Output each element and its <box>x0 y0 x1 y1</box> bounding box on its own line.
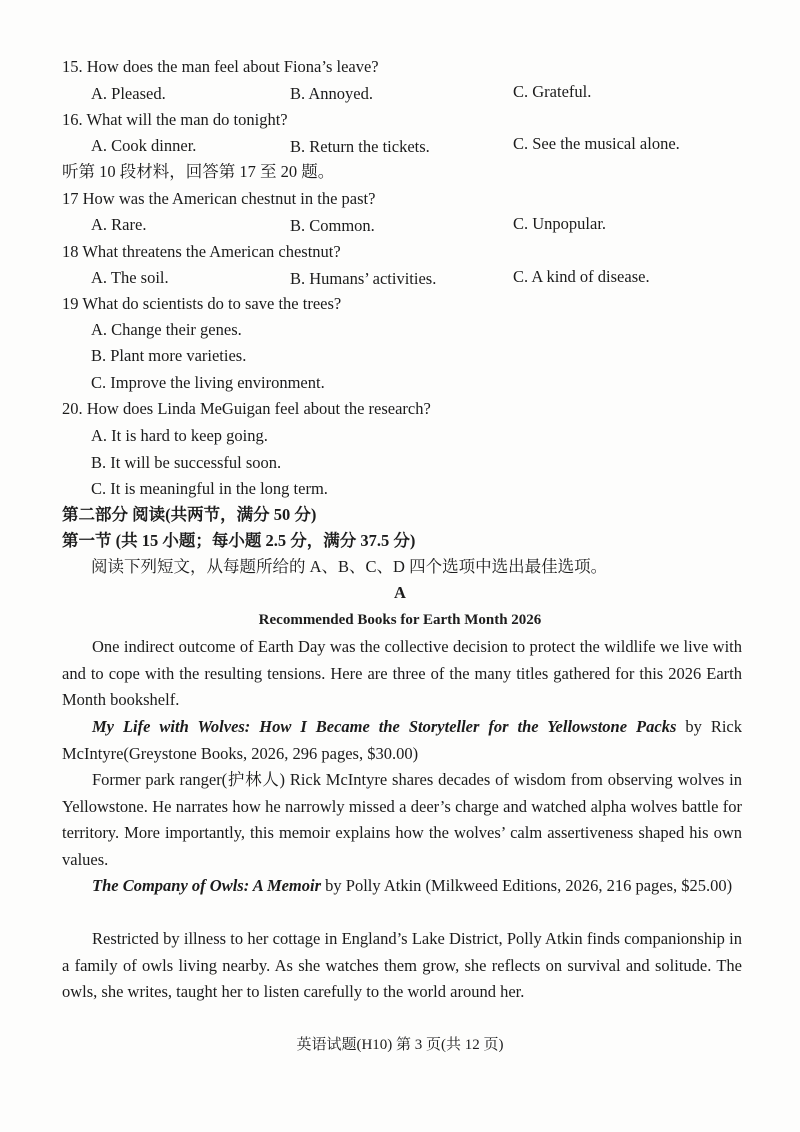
passage-intro <box>62 634 742 714</box>
book-2-description-block <box>62 926 742 1006</box>
question-20-stem: 20. How does Linda MeGuigan feel about the research? <box>62 399 431 418</box>
question-15-option-c: C. Grateful. <box>513 82 592 101</box>
question-15-stem: 15. How does the man feel about Fiona’s leave? <box>62 57 379 76</box>
question-20-option-b: B. It will be successful soon. <box>91 453 282 472</box>
question-20-option-c: C. It is meaningful in the long term. <box>91 479 328 498</box>
question-19-option-c: C. Improve the living environment. <box>91 373 325 392</box>
book-2-title: The Company of Owls: A Memoir <box>92 876 322 895</box>
question-15-option-b: B. Annoyed. <box>290 84 373 103</box>
book-1-description-block <box>62 767 742 873</box>
page-footer: 英语试题(H10) 第 3 页(共 12 页) <box>296 1037 504 1053</box>
question-19-option-a: A. Change their genes. <box>91 320 242 339</box>
book-2-info: by Polly Atkin (Milkweed Editions, 2026, 216 pages, $25.00) <box>321 876 733 895</box>
book-2-citation <box>62 873 742 900</box>
intro-paragraph: One indirect outcome of Earth Day was the collective decision to protect the wildlife we live with and to cope with the resulting tensions. Here are three of the many titles gathered for this 2026 Earth Month bookshelf. <box>62 637 742 709</box>
question-20-option-a: A. It is hard to keep going. <box>91 426 268 445</box>
book-1-info: by Rick McIntyre(Greystone Books, 2026, 296 pages, $30.00) <box>62 717 742 763</box>
question-16-option-a: A. Cook dinner. <box>91 136 197 155</box>
book-2-entry <box>62 873 742 900</box>
question-18-stem: 18 What threatens the American chestnut? <box>62 242 341 261</box>
question-16-stem: 16. What will the man do tonight? <box>62 110 288 129</box>
book-1-citation <box>62 714 742 767</box>
question-18-option-a: A. The soil. <box>91 268 169 287</box>
section-one-heading: 第一节 (共 15 小题；每小题 2.5 分，满分 37.5 分) <box>62 531 416 550</box>
question-18-option-c: C. A kind of disease. <box>513 267 650 286</box>
question-16-option-b: B. Return the tickets. <box>290 137 430 156</box>
question-17-option-c: C. Unpopular. <box>513 214 607 233</box>
book-1-description: Former park ranger(护林人) Rick McIntyre shares decades of wisdom from observing wolves in Yellowstone. He narrates how he narrowly missed a deer’s charge and watched alpha wolves battle for territory. More importantly, this memoir explains how the wolves’ calm assertiveness shaped his own values. <box>62 770 742 869</box>
book-1-title: My Life with Wolves: How I Became the Storyteller for the Yellowstone Packs <box>92 717 677 736</box>
book-1-entry <box>62 714 742 767</box>
question-17-stem: 17 How was the American chestnut in the past? <box>62 189 376 208</box>
question-19-option-b: B. Plant more varieties. <box>91 346 247 365</box>
passage-letter: A <box>394 583 406 602</box>
part-two-heading: 第二部分 阅读(共两节，满分 50 分) <box>62 505 317 524</box>
question-19-stem: 19 What do scientists do to save the trees? <box>62 294 342 313</box>
reading-instruction: 阅读下列短文，从每题所给的 A、B、C、D 四个选项中选出最佳选项。 <box>91 557 608 576</box>
book-2-description: Restricted by illness to her cottage in England’s Lake District, Polly Atkin finds companionship in a family of owls living nearby. As she watches them grow, she reflects on survival and solitude. The owls, she writes, taught her to listen carefully to the world around her. <box>62 929 742 1001</box>
question-18-option-b: B. Humans’ activities. <box>290 269 437 288</box>
passage-title: Recommended Books for Earth Month 2026 <box>258 612 542 628</box>
question-17-option-b: B. Common. <box>290 216 375 235</box>
question-17-option-a: A. Rare. <box>91 215 147 234</box>
question-15-option-a: A. Pleased. <box>91 84 166 103</box>
question-16-option-c: C. See the musical alone. <box>513 134 680 153</box>
listening-section-10-heading: 听第 10 段材料，回答第 17 至 20 题。 <box>62 162 335 181</box>
